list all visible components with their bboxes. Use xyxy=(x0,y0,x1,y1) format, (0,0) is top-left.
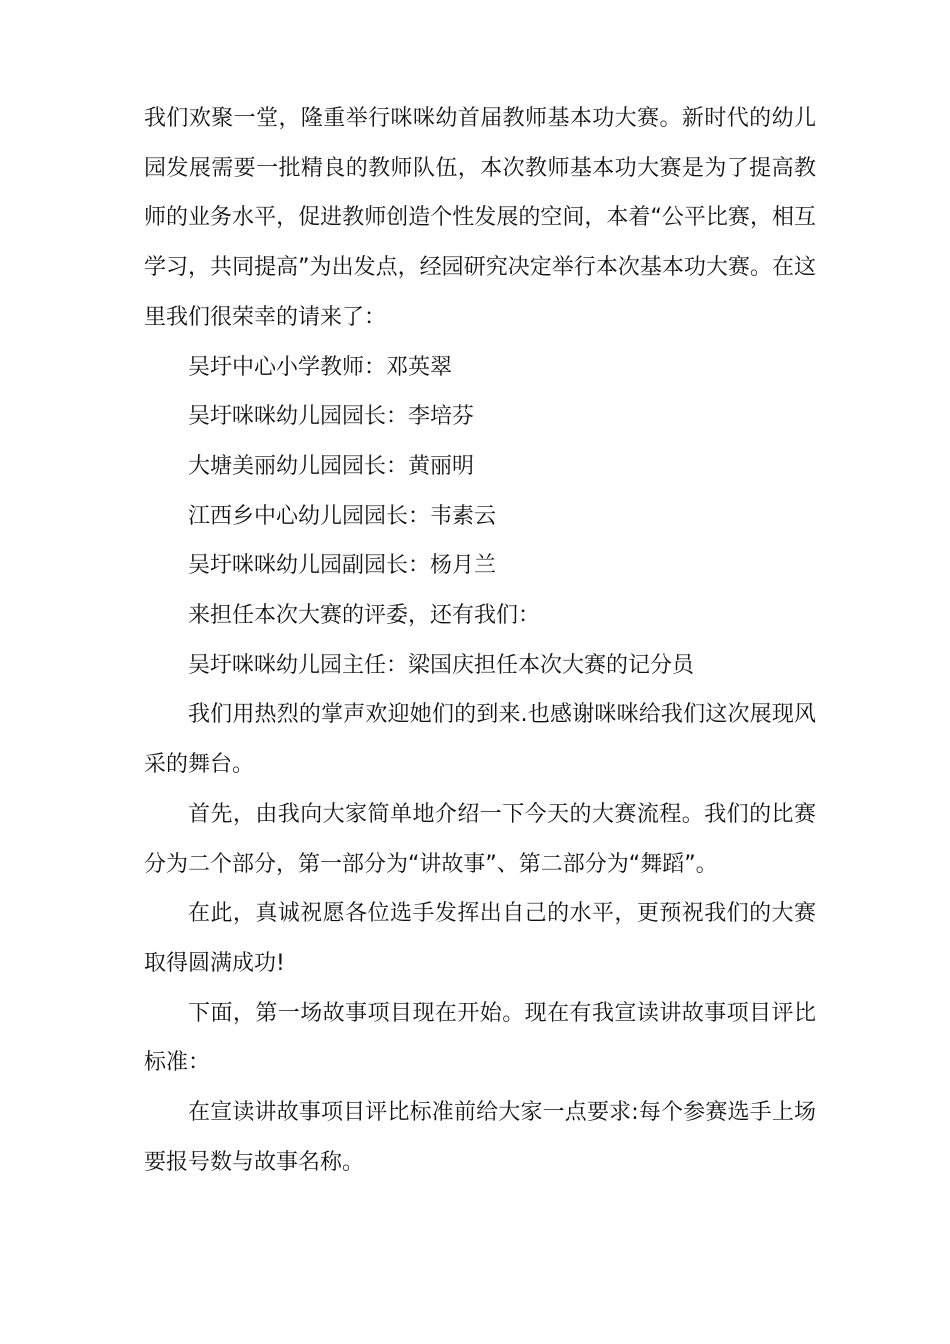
requirements-paragraph: 在宣读讲故事项目评比标准前给大家一点要求:每个参赛选手上场要报号数与故事名称。 xyxy=(144,1100,816,1175)
document-body xyxy=(144,94,816,1187)
judge-line-3: 大塘美丽幼儿园园长：黄丽明 xyxy=(188,453,475,479)
judge-line-1: 吴圩中心小学教师：邓英翠 xyxy=(188,354,453,380)
judge-line-2: 吴圩咪咪幼儿园园长：李培芬 xyxy=(188,404,475,430)
wishes-paragraph: 在此，真诚祝愿各位选手发挥出自己的水平，更预祝我们的大赛取得圆满成功! xyxy=(144,901,816,976)
judges-closing-line: 来担任本次大赛的评委，还有我们： xyxy=(188,603,541,629)
scorekeeper-line: 吴圩咪咪幼儿园主任：梁国庆担任本次大赛的记分员 xyxy=(188,652,695,678)
first-event-paragraph: 下面，第一场故事项目现在开始。现在有我宣读讲故事项目评比标准： xyxy=(144,1000,816,1076)
process-paragraph: 首先，由我向大家简单地介绍一下今天的大赛流程。我们的比赛分为二个部分，第一部分为“讲故事”、第二部分为“舞蹈”。 xyxy=(144,801,816,877)
welcome-paragraph: 我们用热烈的掌声欢迎她们的到来.也感谢咪咪给我们这次展现风采的舞台。 xyxy=(144,702,816,778)
intro-paragraph: 我们欢聚一堂，隆重举行咪咪幼首届教师基本功大赛。新时代的幼儿园发展需要一批精良的教师队伍，本次教师基本功大赛是为了提高教师的业务水平，促进教师创造个性发展的空间，本着“公平比赛，相互学习，共同提高”为出发点，经园研究决定举行本次基本功大赛。在这里我们很荣幸的请来了： xyxy=(144,106,816,330)
judge-line-4: 江西乡中心幼儿园园长：韦素云 xyxy=(188,503,497,529)
judge-line-5: 吴圩咪咪幼儿园副园长：杨月兰 xyxy=(188,553,497,579)
